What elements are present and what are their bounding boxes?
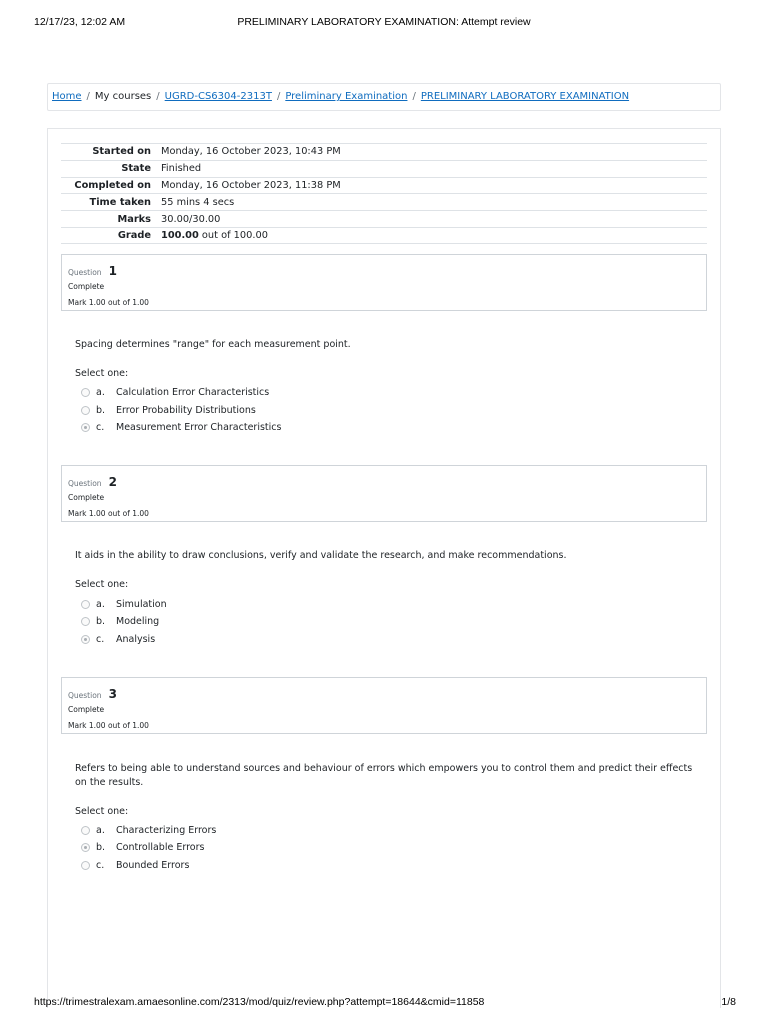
- question-state: Complete: [68, 493, 105, 502]
- radio-button[interactable]: [81, 406, 90, 415]
- radio-button[interactable]: [81, 600, 90, 609]
- option-text: Analysis: [116, 633, 156, 645]
- select-one-label: Select one:: [75, 579, 129, 590]
- breadcrumb-separator: /: [156, 91, 160, 102]
- summary-value: Monday, 16 October 2023, 10:43 PM: [161, 146, 341, 158]
- question-number: 2: [108, 475, 117, 489]
- answer-option-selected[interactable]: [81, 420, 281, 434]
- option-text: Modeling: [116, 615, 160, 627]
- breadcrumb-separator: /: [412, 91, 416, 102]
- question-state: Complete: [68, 705, 105, 714]
- breadcrumb-separator: /: [86, 91, 90, 102]
- summary-row-grade: [61, 227, 707, 244]
- breadcrumb-my-courses: My courses: [94, 91, 152, 102]
- summary-label: Grade: [117, 229, 151, 241]
- print-datetime: 12/17/23, 12:02 AM: [34, 16, 126, 28]
- answer-option[interactable]: [81, 403, 256, 417]
- answer-option[interactable]: [81, 858, 189, 872]
- option-text: Measurement Error Characteristics: [116, 421, 282, 433]
- print-page-number: 1/8: [721, 996, 736, 1008]
- option-text: Bounded Errors: [116, 859, 190, 871]
- option-letter: a.: [96, 598, 105, 610]
- question-text: Refers to being able to understand sources and behaviour of errors which empowers you to control them and predict their effects on the results.: [75, 763, 693, 788]
- radio-button-checked[interactable]: [81, 843, 90, 852]
- answer-option[interactable]: [81, 597, 167, 611]
- grade-score: 100.00: [161, 229, 199, 241]
- summary-label: Started on: [92, 146, 151, 158]
- question-label: Question: [68, 691, 102, 700]
- grade-out-of: out of 100.00: [198, 229, 268, 241]
- question-label: Question: [68, 479, 102, 488]
- select-one-label: Select one:: [75, 368, 129, 379]
- breadcrumb-course-link[interactable]: UGRD-CS6304-2313T: [164, 91, 272, 102]
- option-text: Calculation Error Characteristics: [116, 386, 270, 398]
- option-text: Error Probability Distributions: [116, 404, 256, 416]
- option-text: Characterizing Errors: [116, 824, 217, 836]
- breadcrumb-quiz-link[interactable]: PRELIMINARY LABORATORY EXAMINATION: [420, 91, 630, 102]
- radio-button[interactable]: [81, 826, 90, 835]
- option-letter: b.: [96, 615, 106, 627]
- summary-label: Completed on: [74, 179, 151, 191]
- summary-row-time-taken: [61, 193, 707, 210]
- answer-option-selected[interactable]: [81, 632, 155, 646]
- question-info-box: [61, 677, 707, 734]
- summary-value: 55 mins 4 secs: [161, 196, 235, 208]
- radio-button[interactable]: [81, 617, 90, 626]
- option-letter: c.: [96, 633, 105, 645]
- answer-option[interactable]: [81, 823, 216, 837]
- summary-label: State: [121, 163, 151, 175]
- radio-button[interactable]: [81, 388, 90, 397]
- answer-option[interactable]: [81, 614, 159, 628]
- question-text: It aids in the ability to draw conclusions, verify and validate the research, and make recommendations.: [75, 550, 567, 561]
- print-url: https://trimestralexam.amaesonline.com/2313/mod/quiz/review.php?attempt=18644&cmid=11858: [34, 996, 485, 1008]
- radio-button-checked[interactable]: [81, 423, 90, 432]
- option-letter: b.: [96, 841, 106, 853]
- select-one-label: Select one:: [75, 806, 129, 817]
- radio-button-checked[interactable]: [81, 635, 90, 644]
- question-mark: Mark 1.00 out of 1.00: [68, 721, 149, 730]
- option-letter: c.: [96, 421, 105, 433]
- summary-label: Time taken: [89, 196, 151, 208]
- question-mark: Mark 1.00 out of 1.00: [68, 509, 149, 518]
- summary-value: Finished: [161, 163, 202, 175]
- option-letter: b.: [96, 404, 106, 416]
- option-text: Simulation: [116, 598, 167, 610]
- question-info-box: [61, 465, 707, 522]
- breadcrumb-separator: /: [276, 91, 281, 102]
- answer-option-selected[interactable]: [81, 840, 204, 854]
- radio-button[interactable]: [81, 861, 90, 870]
- attempt-summary-table: [61, 143, 707, 244]
- option-letter: a.: [96, 386, 105, 398]
- print-title: PRELIMINARY LABORATORY EXAMINATION: Attempt review: [237, 16, 531, 28]
- summary-row-state: [61, 160, 707, 177]
- question-number: 1: [108, 264, 117, 278]
- question-text: Spacing determines "range" for each measurement point.: [75, 339, 351, 350]
- summary-value: 30.00/30.00: [161, 213, 221, 225]
- summary-row-started-on: [61, 143, 707, 160]
- breadcrumb: [47, 83, 721, 111]
- answer-option[interactable]: [81, 385, 269, 399]
- summary-row-completed-on: [61, 177, 707, 194]
- summary-value: [161, 230, 707, 241]
- question-number: 3: [108, 687, 117, 701]
- summary-value: Monday, 16 October 2023, 11:38 PM: [161, 179, 341, 191]
- option-letter: a.: [96, 824, 105, 836]
- question-info-box: [61, 254, 707, 311]
- breadcrumb-home-link[interactable]: Home: [52, 91, 82, 102]
- option-text: Controllable Errors: [116, 841, 205, 853]
- question-label: Question: [68, 268, 102, 277]
- option-letter: c.: [96, 859, 105, 871]
- breadcrumb-section-link[interactable]: Preliminary Examination: [285, 91, 408, 102]
- summary-row-marks: [61, 210, 707, 227]
- question-mark: Mark 1.00 out of 1.00: [68, 298, 149, 307]
- summary-label: Marks: [117, 213, 151, 225]
- question-state: Complete: [68, 282, 105, 291]
